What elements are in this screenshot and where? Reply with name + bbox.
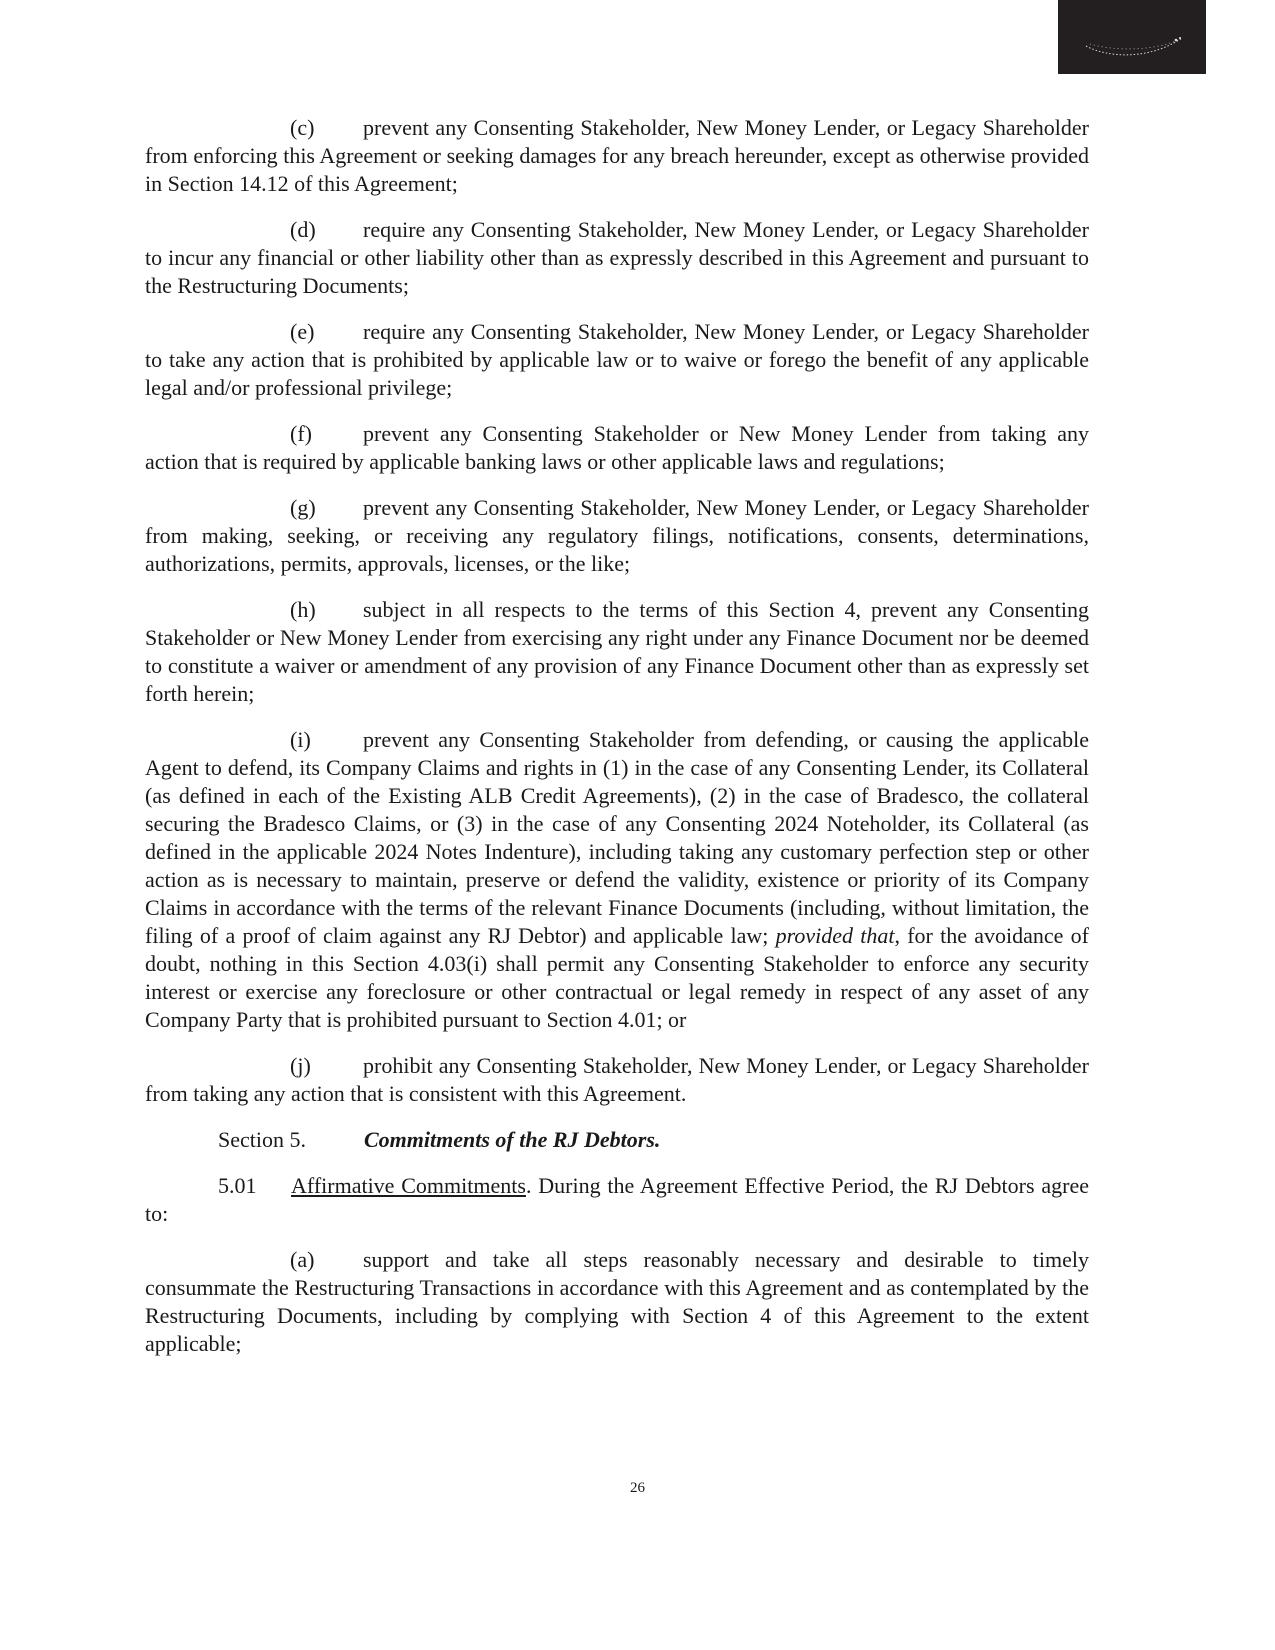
section-heading (145, 1126, 1089, 1154)
list-item-h (145, 596, 1089, 708)
item-text: prevent any Consenting Stakeholder from defending, or causing the applicable Agent to defend, its Company Claims and rights in (1) in the case of any Consenting Lender, its Collateral (as defined in each of the Existing ALB Credit Agreements), (2) in the case of Bradesco, the collateral securing the Bradesco Claims, or (3) in the case of any Consenting 2024 Noteholder, its Collateral (as defined in the applicable 2024 Notes Indenture), including taking any customary perfection step or other action as is necessary to maintain, preserve or defend the validity, existence or priority of its Company Claims in accordance with the terms of the relevant Finance Documents (including, without limitation, the filing of a proof of claim against any RJ Debtor) and applicable law; (145, 727, 1089, 948)
item-text: require any Consenting Stakeholder, New Money Lender, or Legacy Shareholder to incur any financial or other liability other than as expressly described in this Agreement and pursuant to the Restructuring Documents; (145, 217, 1089, 298)
item-text: support and take all steps reasonably necessary and desirable to timely consummate the Restructuring Transactions in accordance with this Agreement and as contemplated by the Restructuring Documents, including by complying with Section 4 of this Agreement to the extent applicable; (145, 1247, 1089, 1356)
subsection-number: 5.01 (218, 1173, 257, 1198)
list-item-f (145, 420, 1089, 476)
item-text: prevent any Consenting Stakeholder or New Money Lender from taking any action that is required by applicable banking laws or other applicable laws and regulations; (145, 421, 1089, 474)
page-number: 26 (630, 1480, 645, 1496)
list-item-a (145, 1246, 1089, 1358)
item-label: (c) (290, 115, 315, 140)
item-label: (j) (290, 1053, 311, 1078)
list-item-j (145, 1052, 1089, 1108)
item-label: (f) (290, 421, 312, 446)
item-label: (a) (290, 1247, 315, 1272)
item-text: prevent any Consenting Stakeholder, New Money Lender, or Legacy Shareholder from making, seeking, or receiving any regulatory filings, notifications, consents, determinations, authorizations, permits, approvals, licenses, or the like; (145, 495, 1089, 576)
subsection-heading: Affirmative Commitments (291, 1173, 526, 1198)
item-text-continued: , for the avoidance of doubt, nothing in this Section 4.03(i) shall permit any Consenting Stakeholder to enforce any security interest or exercise any foreclosure or other contractual or legal remedy in respect of any asset of any Company Party that is prohibited pursuant to Section 4.01; or (145, 923, 1090, 1032)
list-item-c (145, 114, 1089, 198)
signature-flourish-icon (1058, 0, 1206, 74)
item-text: prevent any Consenting Stakeholder, New Money Lender, or Legacy Shareholder from enforcing this Agreement or seeking damages for any breach hereunder, except as otherwise provided in Section 14.12 of this Agreement; (145, 115, 1089, 196)
subsection-501 (145, 1172, 1089, 1228)
item-label: (i) (290, 727, 311, 752)
item-label: (h) (290, 597, 316, 622)
list-item-e (145, 318, 1089, 402)
section-label: Section 5. (218, 1127, 306, 1152)
item-text: require any Consenting Stakeholder, New Money Lender, or Legacy Shareholder to take any action that is prohibited by applicable law or to waive or forego the benefit of any applicable legal and/or professional privilege; (145, 319, 1089, 400)
item-label: (g) (290, 495, 316, 520)
item-label: (d) (290, 217, 316, 242)
section-title: Commitments of the RJ Debtors. (364, 1127, 661, 1152)
list-item-d (145, 216, 1089, 300)
item-label: (e) (290, 319, 315, 344)
subsection-text: . During the Agreement Effective Period, the RJ Debtors agree to: (145, 1173, 1089, 1226)
document-body (145, 114, 1089, 1376)
list-item-g (145, 494, 1089, 578)
list-item-i (145, 726, 1089, 1034)
header-logo (1058, 0, 1206, 74)
item-text: prohibit any Consenting Stakeholder, New Money Lender, or Legacy Shareholder from taking any action that is consistent with this Agreement. (145, 1053, 1089, 1106)
item-text-italic: provided that (775, 923, 895, 948)
item-text: subject in all respects to the terms of this Section 4, prevent any Consenting Stakeholder or New Money Lender from exercising any right under any Finance Document nor be deemed to constitute a waiver or amendment of any provision of any Finance Document other than as expressly set forth herein; (145, 597, 1089, 706)
